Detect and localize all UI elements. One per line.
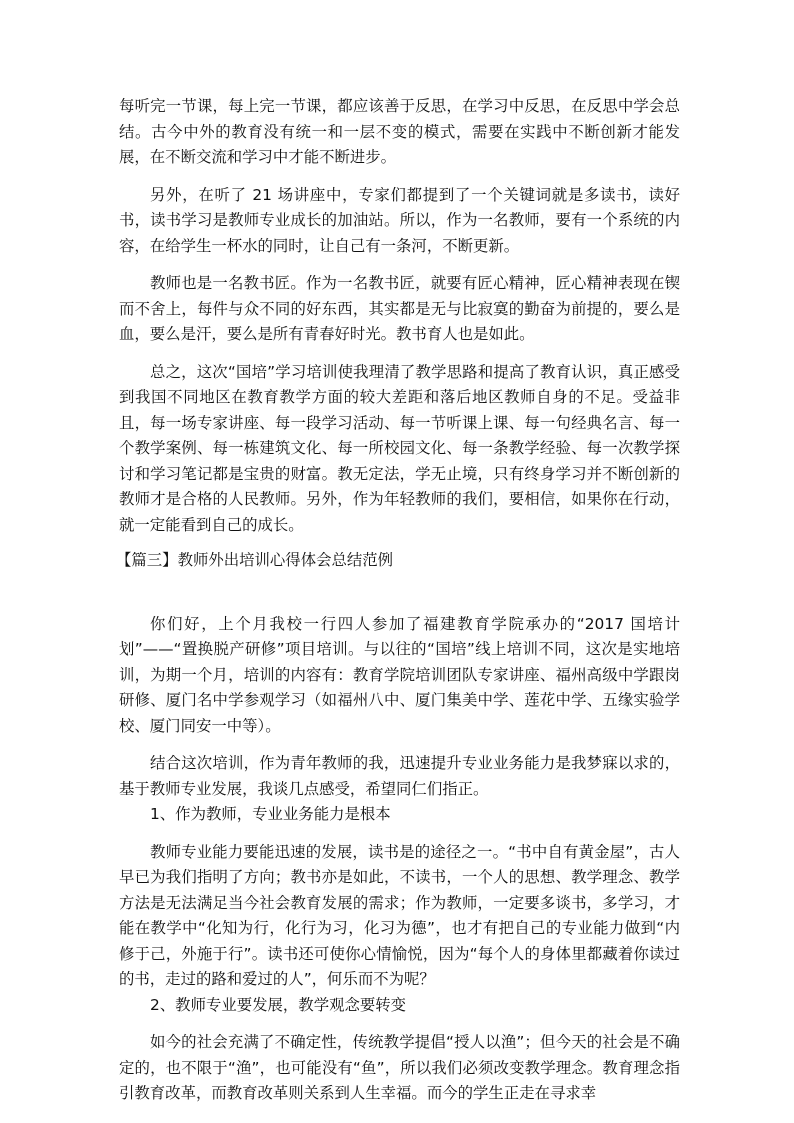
subheading-teaching-concept: 2、教师专业要发展，教学观念要转变 — [150, 995, 407, 1014]
paragraph-training-purpose: 结合这次培训，作为青年教师的我，迅速提升专业业务能力是我梦寐以求的，基于教师专业发展，我谈几点感受，希望同仁们指正。 — [119, 754, 680, 798]
subheading-professional-ability: 1、作为教师，专业业务能力是根本 — [150, 805, 391, 823]
blank-line — [119, 574, 680, 612]
paragraph-training-intro: 你们好，上个月我校一行四人参加了福建教育学院承办的“2017 国培计划”——“置换脱产研修”项目培训。与以往的“国培”线上培训不同，这次是实地培训，为期一个月，培训的内容有：教育学院培训团队专家讲座、福州高级中学跟岗研修、厦门名中学参观学习（如福州八中、厦门集美中学、莲花中学、五缘实验学校、厦门同安一中等）。 — [119, 614, 680, 735]
section-heading: 【篇三】教师外出培训心得体会总结范例 — [116, 551, 394, 569]
paragraph-changing-concept: 如今的社会充满了不确定性，传统教学提倡“授人以渔”；但今天的社会是不确定的，也不限于“渔”，也可能没有“鱼”，所以我们必须改变教学理念。教育理念指引教育改革，而教育改革则关系到人生幸福。而今的学生正走在寻求幸 — [119, 1033, 680, 1102]
paragraph-reading: 另外，在听了 21 场讲座中，专家们都提到了一个关键词就是多读书，读好书，读书学习是教师专业成长的加油站。所以，作为一名教师，要有一个系统的内容，在给学生一杯水的同时，让自己有一条河，不断更新。 — [119, 185, 680, 255]
document-page — [116, 94, 680, 1107]
paragraph-summary: 总之，这次“国培”学习培训使我理清了教学思路和提高了教育认识，真正感受到我国不同地区在教育教学方面的较大差距和落后地区教师自身的不足。受益非且，每一场专家讲座、每一段学习活动、每一节听课上课、每一句经典名言、每一个教学案例、每一栋建筑文化、每一所校园文化、每一条教学经验、每一次教学探讨和学习笔记都是宝贵的财富。教无定法，学无止境，只有终身学习并不断创新的教师才是合格的人民教师。另外，作为年轻教师的我们，要相信，如果你在行动，就一定能看到自己的成长。 — [119, 362, 680, 534]
paragraph-reflection: 每听完一节课，每上完一节课，都应该善于反思，在学习中反思，在反思中学会总结。古今中外的教育没有统一和一层不变的模式，需要在实践中不断创新才能发展，在不断交流和学习中才能不断进步。 — [119, 97, 680, 166]
paragraph-craftsman: 教师也是一名教书匠。作为一名教书匠，就要有匠心精神，匠心精神表现在锲而不舍上，每件与众不同的好东西，其实都是无与比寂寞的勤奋为前提的，要么是血，要么是汗，要么是所有青春好时光。教书育人也是如此。 — [119, 274, 680, 343]
paragraph-reading-books: 教师专业能力要能迅速的发展，读书是的途径之一。“书中自有黄金屋”，古人早已为我们指明了方向；教书亦是如此，不读书，一个人的思想、教学理念、教学方法是无法满足当今社会教育发展的需求；作为教师，一定要多谈书，多学习，才能在教学中“化知为行，化行为习，化习为德”，也才有把自己的专业能力做到“内修于己，外施于行”。读书还可使你心情愉悦，因为“每个人的身体里都藏着你读过的书，走过的路和爱过的人”，何乐而不为呢？ — [119, 842, 680, 988]
